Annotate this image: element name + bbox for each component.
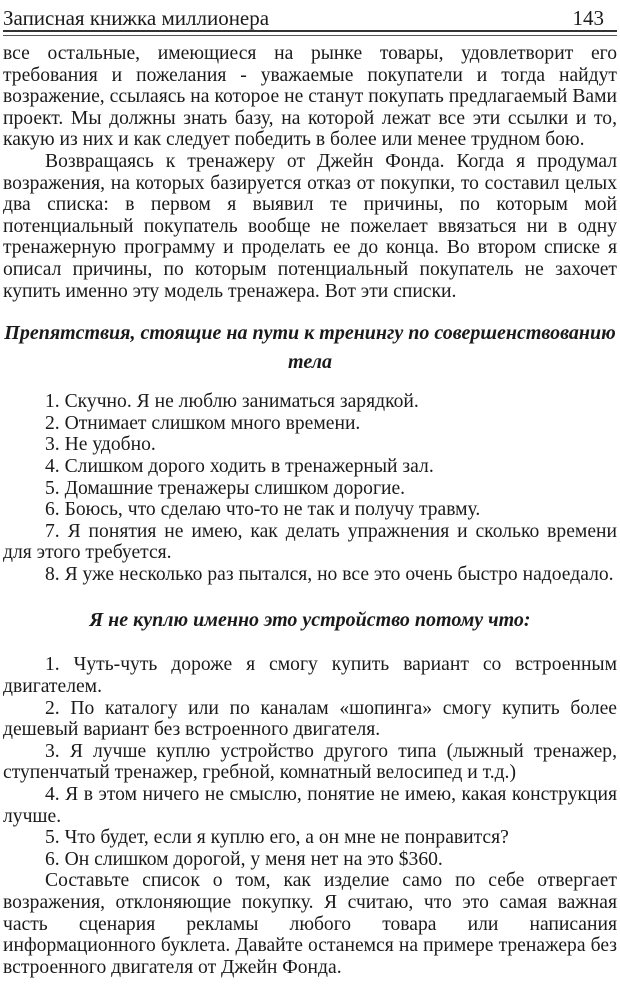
- list-item: 7. Я понятия не имею, как делать упражнения и сколько времени для этого требуется.: [3, 520, 617, 564]
- list-item: 5. Что будет, если я куплю его, а он мне не понравится?: [45, 827, 509, 849]
- page-number: 143: [572, 6, 604, 30]
- page-body: [3, 43, 617, 978]
- running-header: [3, 0, 617, 32]
- paragraph-continued: все остальные, имеющиеся на рынке товары, удовлетворит его требования и пожелания - уважаемые покупатели и тогда найдут возражение, ссылаясь на которое не станут покупать предлагаемый Вами проект. Мы должны знать базу, на которой лежат все эти ссылки и то, какую из них и как следует победить в более или менее трудном бою.: [3, 43, 617, 151]
- list-item: 1. Скучно. Я не люблю заниматься зарядкой.: [45, 391, 419, 413]
- list-item: 4. Я в этом ничего не смыслю, понятие не имею, какая конструкция лучше.: [3, 784, 617, 827]
- list-item: 5. Домашние тренажеры слишком дорогие.: [45, 477, 406, 499]
- objections-list: [3, 654, 617, 870]
- list-item: 2. Отнимает слишком много времени.: [45, 412, 361, 434]
- list-item: 6. Боюсь, что сделаю что-то не так и получу травму.: [45, 499, 481, 521]
- list-item: 3. Не удобно.: [45, 434, 156, 456]
- list-item: 8. Я уже несколько раз пытался, но все это очень быстро надоедало.: [45, 563, 614, 585]
- paragraph-closing: Составьте список о том, как изделие само по себе отвергает возражения, отклоняющие покупку. Я считаю, что это самая важная часть сценария рекламы любого товара или написания информационного буклета. Давайте останемся на примере тренажера без встроенного двигателя от Джейн Фонда.: [3, 870, 617, 978]
- section-heading-objections: Я не куплю именно это устройство потому что:: [89, 609, 531, 632]
- list-item: 6. Он слишком дорогой, у меня нет на это $360.: [45, 848, 443, 870]
- book-title: Записная книжка миллионера: [3, 6, 270, 30]
- list-item: 4. Слишком дорого ходить в тренажерный зал.: [45, 455, 434, 477]
- list-item: 3. Я лучше куплю устройство другого типа (лыжный тренажер, ступенчатый тренажер, гребной, комнатный велосипед и т.д.): [3, 740, 617, 784]
- list-item: 1. Чуть-чуть дороже я смогу купить вариант со встроенным двигателем.: [3, 654, 617, 698]
- section-heading-obstacles: Препятствия, стоящие на пути к тренингу по совершенствованию тела: [4, 322, 616, 374]
- obstacles-list: [3, 391, 617, 585]
- list-item: 2. По каталогу или по каналам «шопинга» смогу купить более дешевый вариант без встроенного двигателя.: [3, 697, 617, 741]
- paragraph-jane-fonda: Возвращаясь к тренажеру от Джейн Фонда. Когда я продумал возражения, на которых базируется отказ от покупки, то составил целых два списка: в первом я выявил те причины, по которым мой потенциальный покупатель вообще не пожелает ввязаться ни в одну тренажерную программу и проделать ее до конца. Во втором списке я описал причины, по которым потенциальный покупатель не захочет купить именно эту модель тренажера. Вот эти списки.: [3, 150, 617, 302]
